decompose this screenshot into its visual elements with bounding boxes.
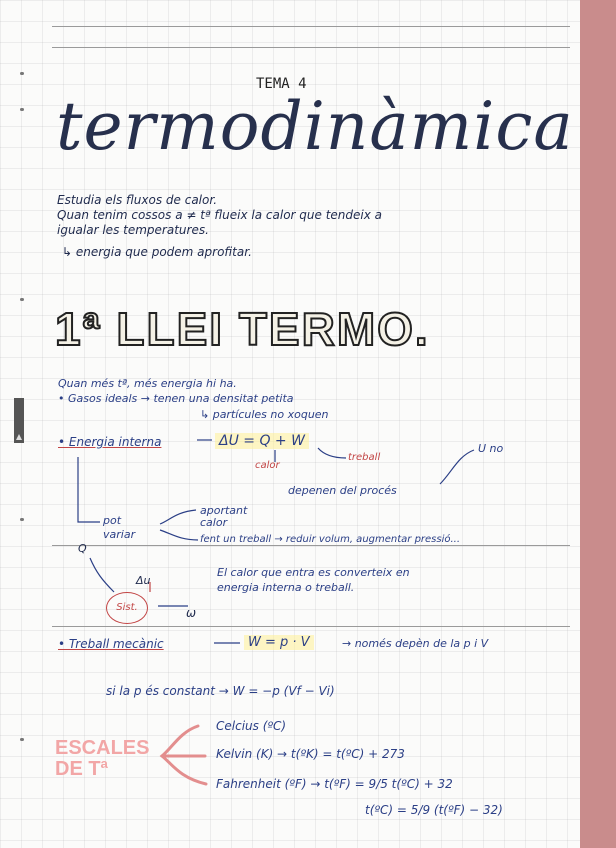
llei-line: Quan més tª, més energia hi ha. <box>58 377 237 390</box>
section-heading: 1ª LLEI TERMO. <box>55 303 430 355</box>
note-line: El calor que entra es converteix en <box>217 566 410 579</box>
intro-line: Quan tenim cossos a ≠ tª flueix la calor que tendeix a <box>57 208 383 222</box>
arrow-stroke <box>78 457 100 522</box>
scale-celcius: Celcius (ºC) <box>216 719 287 733</box>
q-label: Q <box>78 542 87 555</box>
treball-label: treball <box>348 452 381 463</box>
intro-line: Estudia els fluxos de calor. <box>57 193 218 207</box>
page-title: termodinàmica <box>56 88 574 165</box>
depenen-label: depenen del procés <box>288 484 397 497</box>
note-line: energia interna o treball. <box>217 581 355 594</box>
pot-label: pot <box>103 514 122 527</box>
arrow-stroke <box>90 558 114 592</box>
scale-fahrenheit-inverse: t(ºC) = 5/9 (t(ºF) − 32) <box>365 803 503 817</box>
escales-line: ESCALES <box>55 737 150 759</box>
topic-number: TEMA 4 <box>256 76 307 92</box>
arrow-stroke <box>160 530 198 540</box>
treball-label-main: • Treball mecànic <box>58 637 164 651</box>
option-treball: fent un treball → reduir volum, augmentar pressió... <box>200 534 461 545</box>
llei-line: • Gasos ideals → tenen una densitat petita <box>58 392 294 405</box>
treball-formula: W = p · V <box>244 635 314 650</box>
scale-kelvin: Kelvin (K) → t(ºK) = t(ºC) + 273 <box>216 747 405 761</box>
arrow-stroke <box>440 450 474 484</box>
intro-line: ↳ energia que podem aprofitar. <box>62 245 252 259</box>
scale-fahrenheit: Fahrenheit (ºF) → t(ºF) = 9/5 t(ºC) + 32 <box>216 777 453 791</box>
energia-formula: ΔU = Q + W <box>215 433 309 449</box>
llei-line: ↳ partícules no xoquen <box>200 408 329 421</box>
uno-label: U no <box>478 442 504 455</box>
treball-note: → només depèn de la p i V <box>342 637 489 650</box>
system-circle: Sist. <box>106 592 148 624</box>
option-calor: calor <box>200 516 228 529</box>
arrow-stroke <box>318 448 346 458</box>
arrow-stroke <box>160 510 196 524</box>
constant-line: si la p és constant → W = −p (Vf − Vi) <box>106 684 335 698</box>
escales-line: DE Tª <box>55 758 108 780</box>
variar-label: variar <box>103 528 136 541</box>
option-aportant: aportant <box>200 504 248 517</box>
energia-label: • Energia interna <box>58 435 162 449</box>
intro-line: igualar les temperatures. <box>57 223 209 237</box>
w-label: ω <box>186 606 197 620</box>
calor-label: calor <box>255 460 280 471</box>
du-label: Δu <box>136 574 151 587</box>
